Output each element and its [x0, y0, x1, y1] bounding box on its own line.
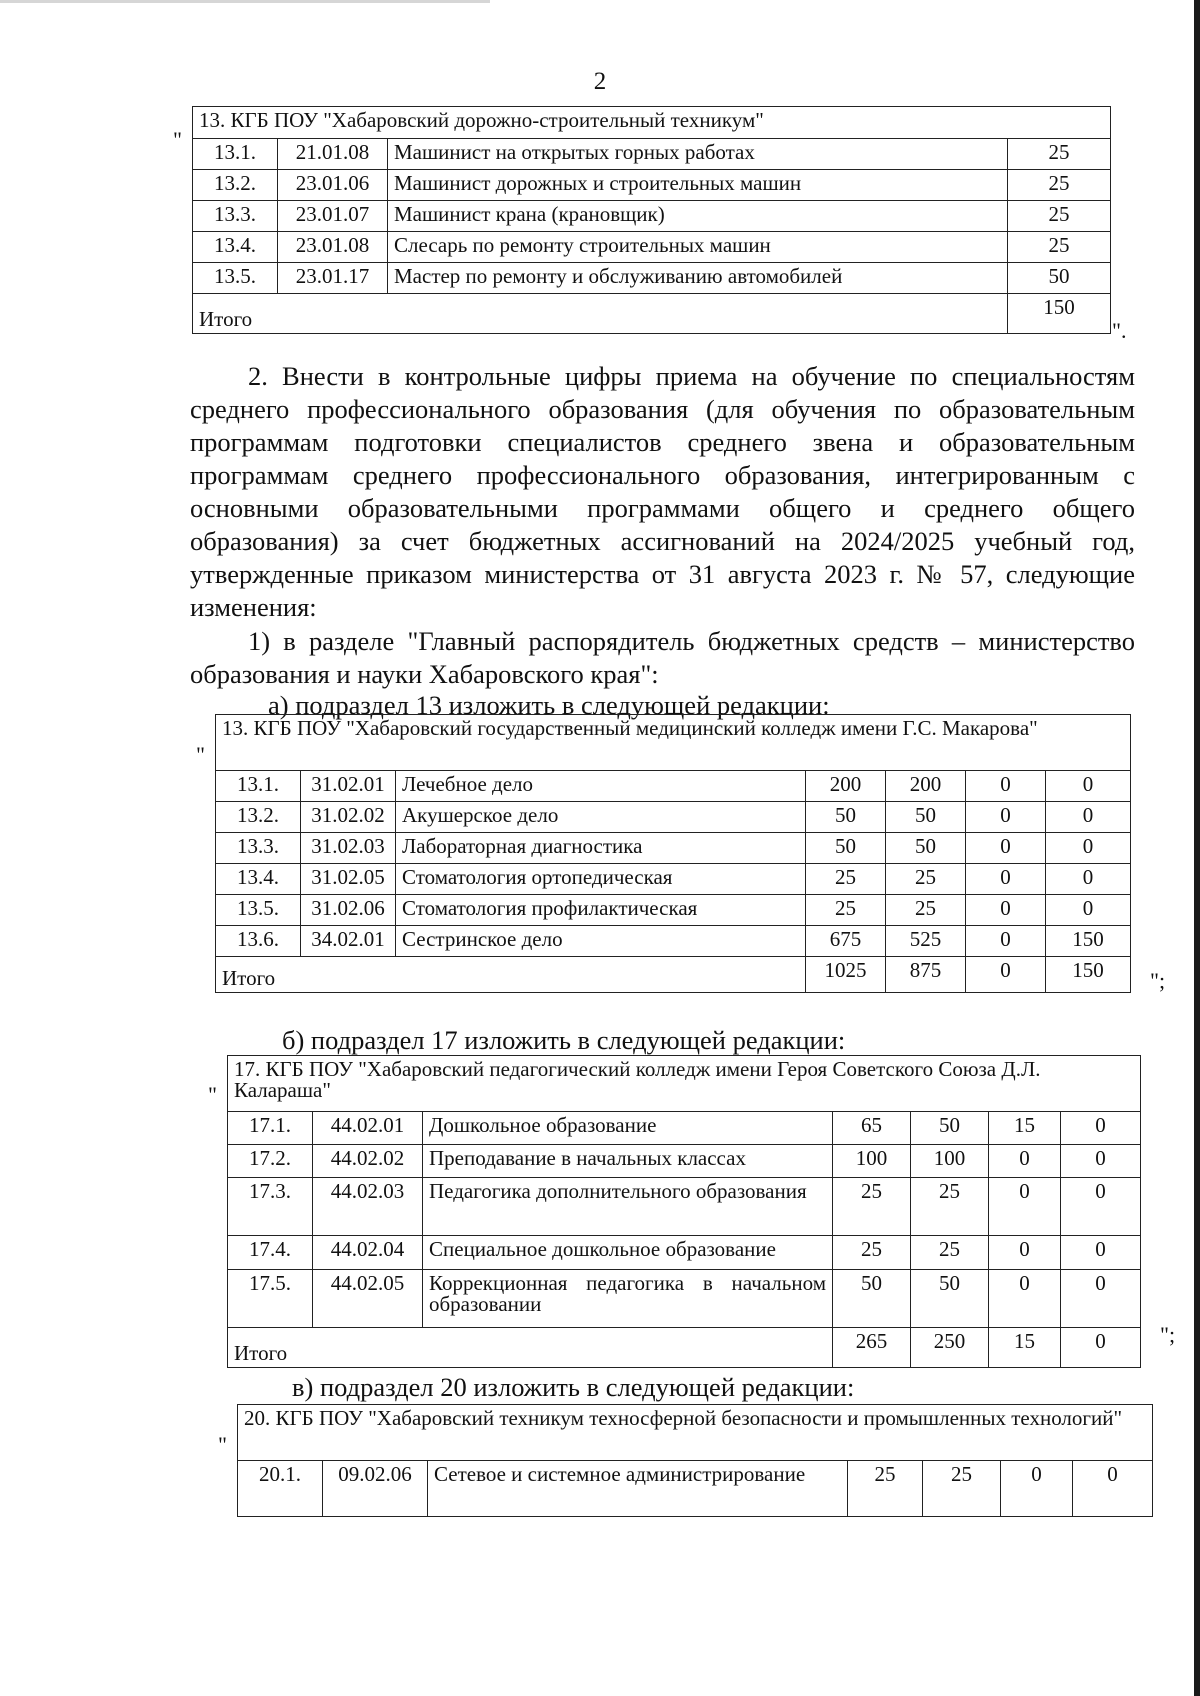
- specialty-name: Лечебное дело: [396, 771, 806, 802]
- value-2: 25: [911, 1236, 989, 1270]
- specialty-name: Стоматология профилактическая: [396, 895, 806, 926]
- specialty-name: Сетевое и системное администрирование: [428, 1461, 848, 1517]
- specialty-name: Машинист на открытых горных работах: [388, 139, 1008, 170]
- value-3: 0: [966, 864, 1046, 895]
- table-header: 17. КГБ ПОУ "Хабаровский педагогический колледж имени Героя Советского Союза Д.Л. Калараша": [228, 1056, 1141, 1112]
- table-row: [228, 1112, 1141, 1145]
- row-number: 13.4.: [216, 864, 301, 895]
- table-row: [193, 201, 1111, 232]
- value-3: 0: [966, 926, 1046, 957]
- total-label: Итого: [193, 294, 1008, 334]
- table-body: [216, 771, 1131, 957]
- table-medical-college: [215, 714, 1130, 993]
- value-1: 25: [833, 1178, 911, 1236]
- table-body: [193, 139, 1111, 294]
- row-number: 17.1.: [228, 1112, 313, 1145]
- paragraph-2: 2. Внести в контрольные цифры приема на обучение по специальностям среднего профессионального образования (для обучения по образовательным программам подготовки специалистов среднего звена и образовательным программам среднего профессионального образования, интегрированным с основными образовательными программами общего и среднего общего образования) за счет бюджетных ассигнований на 2024/2025 учебный год, утвержденные приказом министерства от 31 августа 2023 г. № 57, следующие изменения:: [190, 361, 1135, 622]
- table-row: [193, 232, 1111, 263]
- row-number: 13.2.: [193, 170, 278, 201]
- total-value-3: 15: [989, 1328, 1061, 1368]
- value-1: 25: [1008, 139, 1111, 170]
- row-number: 17.5.: [228, 1270, 313, 1328]
- quote-close-mark: ";: [1150, 968, 1166, 993]
- row-number: 13.6.: [216, 926, 301, 957]
- value-1: 25: [1008, 201, 1111, 232]
- table-road-construction-grid: [192, 106, 1111, 334]
- specialty-code: 23.01.08: [278, 232, 388, 263]
- value-2: 200: [886, 771, 966, 802]
- specialty-code: 23.01.07: [278, 201, 388, 232]
- value-1: 50: [1008, 263, 1111, 294]
- specialty-name: Преподавание в начальных классах: [423, 1145, 833, 1178]
- total-label: Итого: [228, 1328, 833, 1368]
- value-2: 25: [923, 1461, 1001, 1517]
- table-row: [216, 926, 1131, 957]
- row-number: 17.4.: [228, 1236, 313, 1270]
- value-4: 0: [1061, 1112, 1141, 1145]
- value-2: 25: [886, 864, 966, 895]
- table-body: [228, 1112, 1141, 1328]
- value-2: 100: [911, 1145, 989, 1178]
- total-value-2: 250: [911, 1328, 989, 1368]
- specialty-code: 09.02.06: [323, 1461, 428, 1517]
- value-1: 25: [848, 1461, 923, 1517]
- total-value-1: 1025: [806, 957, 886, 993]
- quote-close-mark: ";: [1160, 1322, 1176, 1347]
- table-row: [193, 263, 1111, 294]
- table-header: 20. КГБ ПОУ "Хабаровский техникум техносферной безопасности и промышленных технологий": [238, 1405, 1153, 1461]
- value-4: 0: [1046, 864, 1131, 895]
- total-value-2: 875: [886, 957, 966, 993]
- table-row: [193, 139, 1111, 170]
- row-number: 13.1.: [193, 139, 278, 170]
- specialty-name: Мастер по ремонту и обслуживанию автомобилей: [388, 263, 1008, 294]
- value-1: 65: [833, 1112, 911, 1145]
- page-number: 2: [593, 68, 607, 95]
- table-row: [216, 833, 1131, 864]
- value-4: 0: [1046, 771, 1131, 802]
- value-3: 0: [989, 1270, 1061, 1328]
- specialty-code: 23.01.06: [278, 170, 388, 201]
- value-2: 525: [886, 926, 966, 957]
- value-1: 25: [1008, 232, 1111, 263]
- table-row: [216, 771, 1131, 802]
- value-1: 100: [833, 1145, 911, 1178]
- row-number: 13.1.: [216, 771, 301, 802]
- specialty-code: 31.02.01: [301, 771, 396, 802]
- specialty-code: 44.02.01: [313, 1112, 423, 1145]
- specialty-name: Специальное дошкольное образование: [423, 1236, 833, 1270]
- total-value-4: 150: [1046, 957, 1131, 993]
- table-header: 13. КГБ ПОУ "Хабаровский дорожно-строительный техникум": [193, 107, 1111, 139]
- specialty-code: 31.02.02: [301, 802, 396, 833]
- value-2: 25: [911, 1178, 989, 1236]
- value-3: 0: [1001, 1461, 1073, 1517]
- total-value-3: 0: [966, 957, 1046, 993]
- specialty-code: 44.02.04: [313, 1236, 423, 1270]
- specialty-name: Машинист крана (крановщик): [388, 201, 1008, 232]
- value-3: 0: [966, 895, 1046, 926]
- value-4: 0: [1061, 1270, 1141, 1328]
- value-2: 50: [911, 1112, 989, 1145]
- table-header: 13. КГБ ПОУ "Хабаровский государственный медицинский колледж имени Г.С. Макарова": [216, 715, 1131, 771]
- value-4: 0: [1061, 1145, 1141, 1178]
- table-row: [238, 1461, 1153, 1517]
- total-value-4: 0: [1061, 1328, 1141, 1368]
- value-3: 0: [989, 1145, 1061, 1178]
- specialty-name: Слесарь по ремонту строительных машин: [388, 232, 1008, 263]
- specialty-name: Лабораторная диагностика: [396, 833, 806, 864]
- table-row: [216, 864, 1131, 895]
- table-row: [228, 1145, 1141, 1178]
- specialty-name: Дошкольное образование: [423, 1112, 833, 1145]
- value-4: 0: [1061, 1178, 1141, 1236]
- specialty-name: Коррекционная педагогика в начальном образовании: [423, 1270, 833, 1328]
- table-medical-college-grid: [215, 714, 1131, 993]
- subsection-b-heading: б) подраздел 17 изложить в следующей редакции:: [282, 1025, 846, 1055]
- value-3: 15: [989, 1112, 1061, 1145]
- table-pedagogical-college: [227, 1055, 1140, 1368]
- specialty-name: Стоматология ортопедическая: [396, 864, 806, 895]
- table-row: [228, 1270, 1141, 1328]
- value-1: 25: [806, 895, 886, 926]
- specialty-name: Сестринское дело: [396, 926, 806, 957]
- value-1: 675: [806, 926, 886, 957]
- total-value: 150: [1008, 294, 1111, 334]
- scan-top-edge: [0, 0, 490, 3]
- value-2: 50: [886, 802, 966, 833]
- specialty-code: 44.02.02: [313, 1145, 423, 1178]
- total-value-1: 265: [833, 1328, 911, 1368]
- quote-open-mark: ": [173, 127, 182, 152]
- value-3: 0: [989, 1178, 1061, 1236]
- specialty-code: 21.01.08: [278, 139, 388, 170]
- value-1: 25: [1008, 170, 1111, 201]
- table-row: [228, 1236, 1141, 1270]
- table-road-construction: [192, 106, 1110, 334]
- table-pedagogical-college-grid: [227, 1055, 1141, 1368]
- specialty-code: 44.02.03: [313, 1178, 423, 1236]
- row-number: 17.3.: [228, 1178, 313, 1236]
- value-3: 0: [966, 771, 1046, 802]
- table-row: [193, 170, 1111, 201]
- row-number: 13.2.: [216, 802, 301, 833]
- quote-close-mark: ".: [1112, 318, 1127, 343]
- value-4: 0: [1046, 802, 1131, 833]
- table-technosphere-safety: [237, 1404, 1152, 1517]
- value-1: 50: [806, 833, 886, 864]
- row-number: 13.5.: [216, 895, 301, 926]
- value-1: 50: [806, 802, 886, 833]
- table-body: [238, 1461, 1153, 1517]
- row-number: 13.5.: [193, 263, 278, 294]
- row-number: 13.4.: [193, 232, 278, 263]
- quote-open-mark: ": [208, 1082, 217, 1107]
- value-2: 50: [911, 1270, 989, 1328]
- table-row: [216, 802, 1131, 833]
- specialty-name: Машинист дорожных и строительных машин: [388, 170, 1008, 201]
- paragraph-1: 1) в разделе "Главный распорядитель бюджетных средств – министерство образования и науки Хабаровского края":: [190, 626, 1135, 689]
- specialty-code: 31.02.05: [301, 864, 396, 895]
- subsection-a-heading: а) подраздел 13 изложить в следующей редакции:: [268, 690, 830, 720]
- subsection-v-heading: в) подраздел 20 изложить в следующей редакции:: [292, 1372, 855, 1402]
- quote-open-mark: ": [196, 742, 205, 767]
- row-number: 20.1.: [238, 1461, 323, 1517]
- row-number: 13.3.: [193, 201, 278, 232]
- value-2: 50: [886, 833, 966, 864]
- row-number: 13.3.: [216, 833, 301, 864]
- quote-open-mark: ": [218, 1432, 227, 1457]
- value-1: 200: [806, 771, 886, 802]
- value-1: 50: [833, 1270, 911, 1328]
- value-1: 25: [806, 864, 886, 895]
- specialty-code: 31.02.03: [301, 833, 396, 864]
- value-4: 150: [1046, 926, 1131, 957]
- value-4: 0: [1073, 1461, 1153, 1517]
- specialty-code: 34.02.01: [301, 926, 396, 957]
- value-3: 0: [966, 833, 1046, 864]
- specialty-name: Педагогика дополнительного образования: [423, 1178, 833, 1236]
- specialty-name: Акушерское дело: [396, 802, 806, 833]
- table-technosphere-safety-grid: [237, 1404, 1153, 1517]
- total-label: Итого: [216, 957, 806, 993]
- table-row: [228, 1178, 1141, 1236]
- value-4: 0: [1061, 1236, 1141, 1270]
- scan-right-edge: [1194, 0, 1200, 1696]
- value-3: 0: [966, 802, 1046, 833]
- row-number: 17.2.: [228, 1145, 313, 1178]
- value-4: 0: [1046, 833, 1131, 864]
- value-4: 0: [1046, 895, 1131, 926]
- table-row: [216, 895, 1131, 926]
- specialty-code: 31.02.06: [301, 895, 396, 926]
- specialty-code: 44.02.05: [313, 1270, 423, 1328]
- specialty-code: 23.01.17: [278, 263, 388, 294]
- value-3: 0: [989, 1236, 1061, 1270]
- value-2: 25: [886, 895, 966, 926]
- value-1: 25: [833, 1236, 911, 1270]
